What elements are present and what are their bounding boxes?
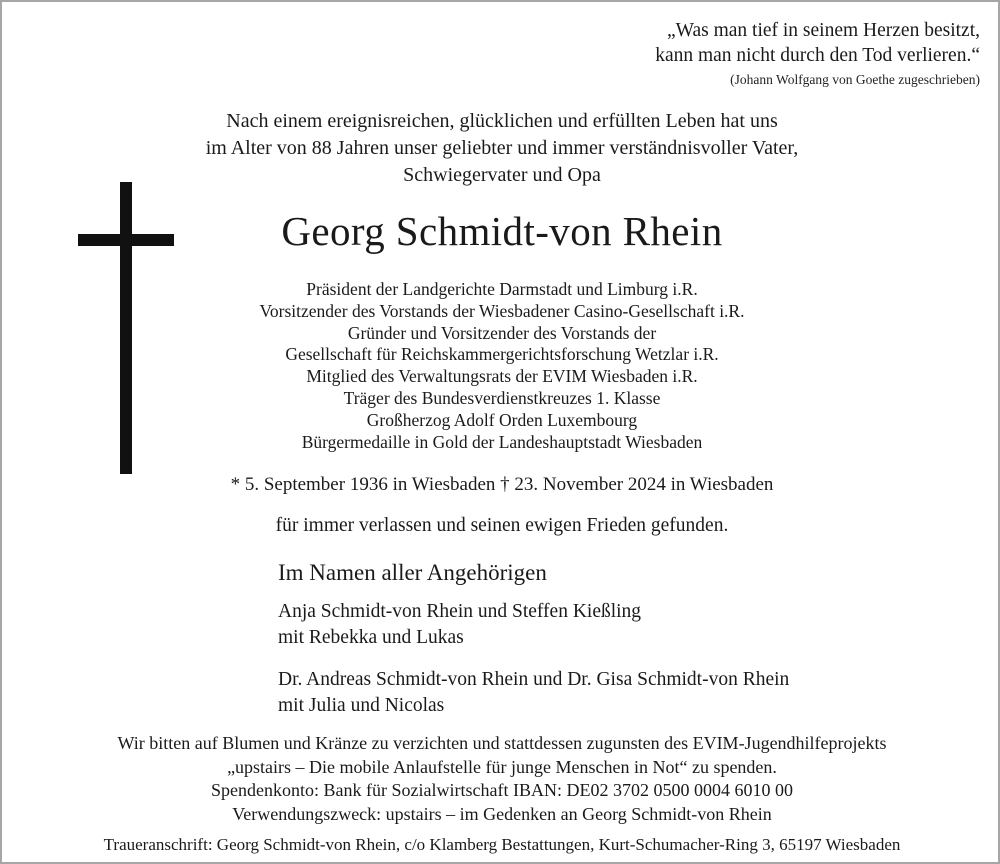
quote-line-2: kann man nicht durch den Tod verlieren.“ [655, 45, 980, 66]
intro-line-2: im Alter von 88 Jahren unser geliebter und immer verständnisvoller Vater, [205, 137, 799, 159]
family-group [278, 599, 918, 651]
mourning-address-line: Traueranschrift: Georg Schmidt-von Rhein, c/o Klamberg Bestattungen, Kurt-Schumacher-Ring 3, 65197 Wiesbaden [103, 835, 901, 854]
title-line: Großherzog Adolf Orden Luxembourg [366, 409, 638, 430]
intro-text [2, 108, 1000, 189]
quotation-block [620, 18, 980, 90]
title-line: Gründer und Vorsitzender des Vorstands der [347, 322, 657, 343]
farewell-text: für immer verlassen und seinen ewigen Frieden gefunden. [275, 515, 729, 536]
title-line: Vorsitzender des Vorstands der Wiesbadener Casino-Gesellschaft i.R. [259, 300, 745, 321]
footer-block [2, 732, 1000, 857]
title-line: Mitglied des Verwaltungsrats der EVIM Wiesbaden i.R. [306, 366, 698, 387]
deceased-name: Georg Schmidt-von Rhein [281, 208, 723, 254]
family-parents: Dr. Andreas Schmidt-von Rhein und Dr. Gisa Schmidt-von Rhein [278, 669, 790, 690]
title-line: Bürgermedaille in Gold der Landeshauptstadt Wiesbaden [301, 431, 703, 452]
title-line: Gesellschaft für Reichskammergerichtsforschung Wetzlar i.R. [285, 344, 719, 365]
family-children: mit Julia und Nicolas [278, 695, 445, 716]
title-line: Träger des Bundesverdienstkreuzes 1. Klasse [343, 387, 661, 408]
quote-line-1: „Was man tief in seinem Herzen besitzt, [666, 20, 980, 41]
family-heading: Im Namen aller Angehörigen [278, 560, 547, 585]
intro-line-3: Schwiegervater und Opa [403, 164, 601, 186]
family-children: mit Rebekka und Lukas [278, 627, 464, 648]
donation-account-line: Spendenkonto: Bank für Sozialwirtschaft IBAN: DE02 3702 0500 0004 6010 00 [211, 780, 793, 800]
donation-purpose-line: Verwendungszweck: upstairs – im Gedenken an Georg Schmidt-von Rhein [232, 803, 772, 824]
family-block [278, 558, 918, 719]
donation-request-line-2: „upstairs – Die mobile Anlaufstelle für junge Menschen in Not“ zu spenden. [227, 756, 777, 777]
family-parents: Anja Schmidt-von Rhein und Steffen Kießling [278, 601, 642, 622]
title-line: Präsident der Landgerichte Darmstadt und Limburg i.R. [306, 279, 698, 299]
intro-line-1: Nach einem ereignisreichen, glücklichen und erfüllten Leben hat uns [226, 110, 778, 132]
quote-attribution: (Johann Wolfgang von Goethe zugeschrieben) [730, 72, 980, 87]
birth-death-dates: * 5. September 1936 in Wiesbaden † 23. November 2024 in Wiesbaden [230, 474, 774, 495]
family-group [278, 667, 918, 719]
donation-request-line-1: Wir bitten auf Blumen und Kränze zu verzichten und stattdessen zugunsten des EVIM-Jugendhilfeprojekts [117, 733, 887, 753]
titles-list [2, 279, 1000, 453]
